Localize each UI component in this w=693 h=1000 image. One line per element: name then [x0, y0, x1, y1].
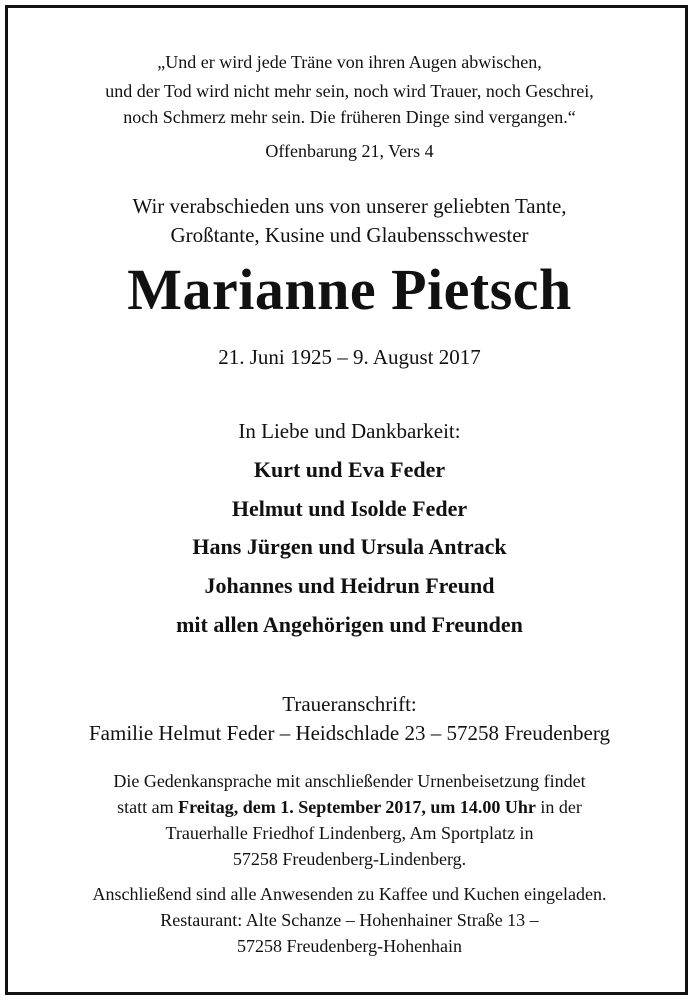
quote-source: Offenbarung 21, Vers 4: [265, 141, 434, 161]
ceremony-date: Freitag, dem 1. September 2017, um 14.00 Uhr: [178, 797, 536, 817]
reception-line-2: Restaurant: Alte Schanze – Hohenhainer Straße 13 –: [160, 910, 539, 930]
ceremony-line-4: 57258 Freudenberg-Lindenberg.: [232, 849, 467, 869]
obituary-notice: [5, 5, 688, 995]
mourner-2: Helmut und Isolde Feder: [231, 496, 468, 521]
quote-line-2: und der Tod wird nicht mehr sein, noch wird Trauer, noch Geschrei,: [105, 81, 594, 101]
mourner-1: Kurt und Eva Feder: [253, 457, 446, 482]
ceremony-line-2: [8, 797, 691, 818]
ceremony-line-1: Die Gedenkansprache mit anschließender Urnenbeisetzung findet: [113, 771, 586, 791]
reception-line-3: 57258 Freudenberg-Hohenhain: [236, 936, 463, 956]
intro-line-2: Großtante, Kusine und Glaubensschwester: [170, 223, 529, 247]
mourner-4: Johannes und Heidrun Freund: [204, 573, 495, 598]
thanks-label: In Liebe und Dankbarkeit:: [238, 419, 461, 443]
mourner-3: Hans Jürgen und Ursula Antrack: [192, 534, 507, 559]
address-label: Traueranschrift:: [282, 692, 417, 716]
quote-line-1: „Und er wird jede Träne von ihren Augen abwischen,: [157, 52, 542, 72]
intro-line-1: Wir verabschieden uns von unserer geliebten Tante,: [132, 194, 567, 218]
mourner-5: mit allen Angehörigen und Freunden: [176, 612, 523, 637]
life-dates: 21. Juni 1925 – 9. August 2017: [218, 345, 481, 369]
address-line: Familie Helmut Feder – Heidschlade 23 – 57258 Freudenberg: [88, 721, 610, 745]
reception-line-1: Anschließend sind alle Anwesenden zu Kaffee und Kuchen eingeladen.: [92, 884, 607, 904]
quote-line-3: noch Schmerz mehr sein. Die früheren Dinge sind vergangen.“: [123, 107, 576, 127]
ceremony-line-3: Trauerhalle Friedhof Lindenberg, Am Sportplatz in: [165, 823, 534, 843]
ceremony-line-2-suffix: in der: [535, 797, 582, 817]
ceremony-line-2-prefix: statt am: [117, 797, 179, 817]
deceased-name: Marianne Pietsch: [127, 257, 572, 322]
